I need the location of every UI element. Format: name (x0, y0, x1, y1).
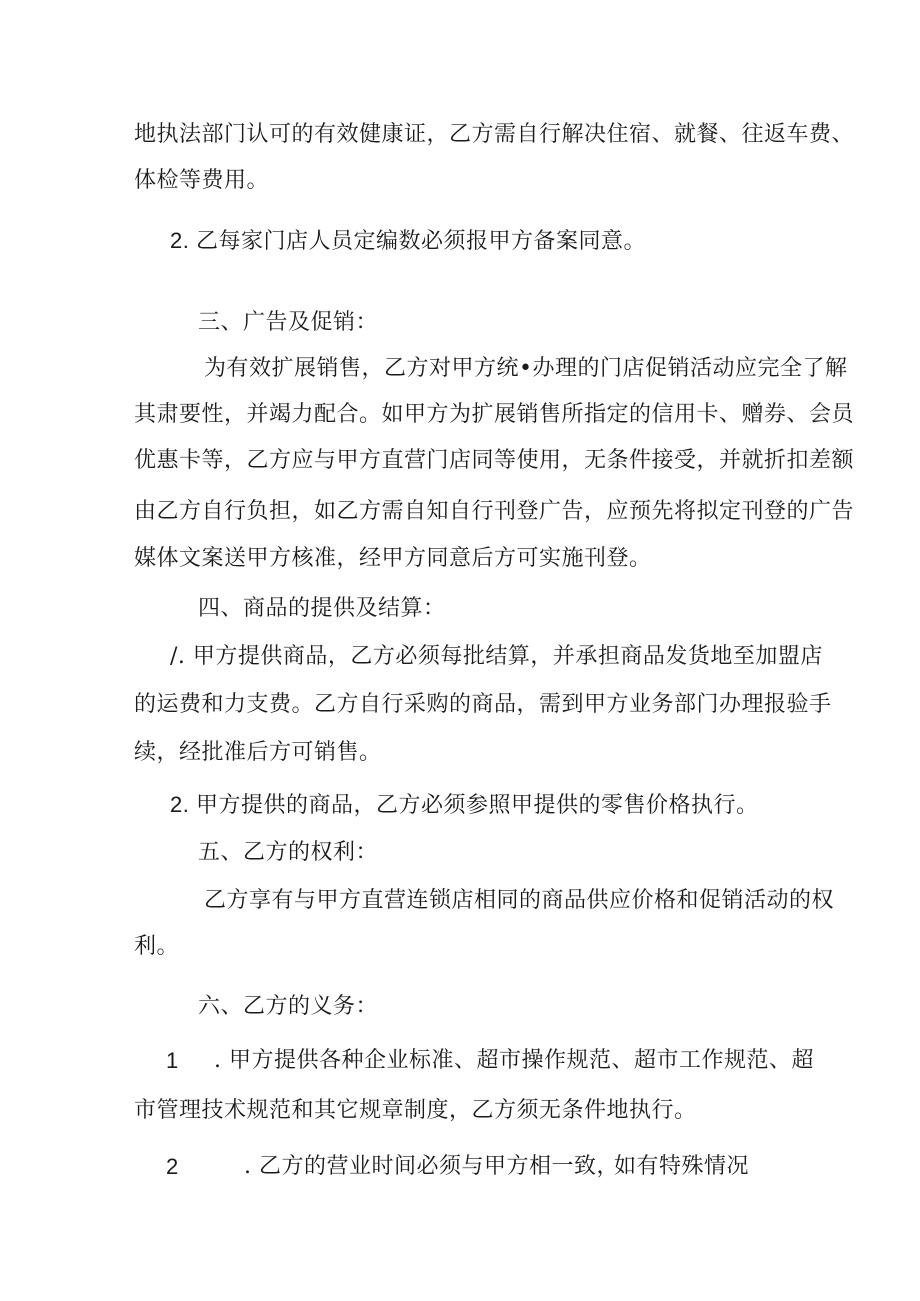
list-number-2: 2 (166, 1154, 179, 1179)
text-line: 乙方享有与甲方直营连锁店相同的商品供应价格和促销活动的权 (204, 888, 835, 913)
text-line: 如有特殊情况 (614, 1154, 750, 1179)
text-line: 由乙方自行负担，如乙方需自知自行刊登广告，应预先将拟定刊登的广告 (134, 499, 855, 524)
text-line: 体检等费用。 (134, 168, 270, 193)
list-item-2: 2. 甲方提供的商品，乙方必须参照甲提供的零售价格执行。 (170, 792, 759, 817)
text-line: 优惠卡等，乙方应与甲方直营门店同等使用，无条件接受，并就折扣差额 (134, 448, 855, 473)
text-line: . 乙方的营业时间必须与甲方相一致， (244, 1154, 619, 1179)
text-line: . 甲方提供各种企业标准、超市操作规范、超市工作规范、超 (214, 1048, 814, 1073)
section-heading-6: 六、乙方的义务： (198, 994, 379, 1019)
text-line: 地执法部门认可的有效健康证，乙方需自行解决住宿、就餐、往返车费、 (134, 122, 855, 147)
section-heading-5: 五、乙方的权利： (198, 840, 379, 865)
text-line: 利。 (134, 934, 180, 959)
text-line: 续，经批准后方可销售。 (134, 740, 382, 765)
list-number-1: 1 (166, 1048, 179, 1073)
list-item-1: /. 甲方提供商品，乙方必须每批结算，并承担商品发货地至加盟店 (170, 644, 823, 669)
text-line: 为有效扩展销售，乙方对甲方统•办理的门店促销活动应完全了解 (204, 356, 848, 381)
text-line: 市管理技术规范和其它规章制度，乙方须无条件地执行。 (134, 1098, 697, 1123)
section-heading-3: 三、广告及促销： (198, 310, 379, 335)
text-line: 其肃要性，并竭力配合。如甲方为扩展销售所指定的信用卡、赠券、会员 (134, 402, 855, 427)
text-line: 媒体文案送甲方核准，经甲方同意后方可实施刊登。 (134, 546, 652, 571)
text-line: 的运费和力支费。乙方自行采购的商品，需到甲方业务部门办理报验手 (134, 692, 832, 717)
list-item-2: 2. 乙每家门店人员定编数必须报甲方备案同意。 (170, 228, 646, 253)
section-heading-4: 四、商品的提供及结算： (198, 596, 446, 621)
